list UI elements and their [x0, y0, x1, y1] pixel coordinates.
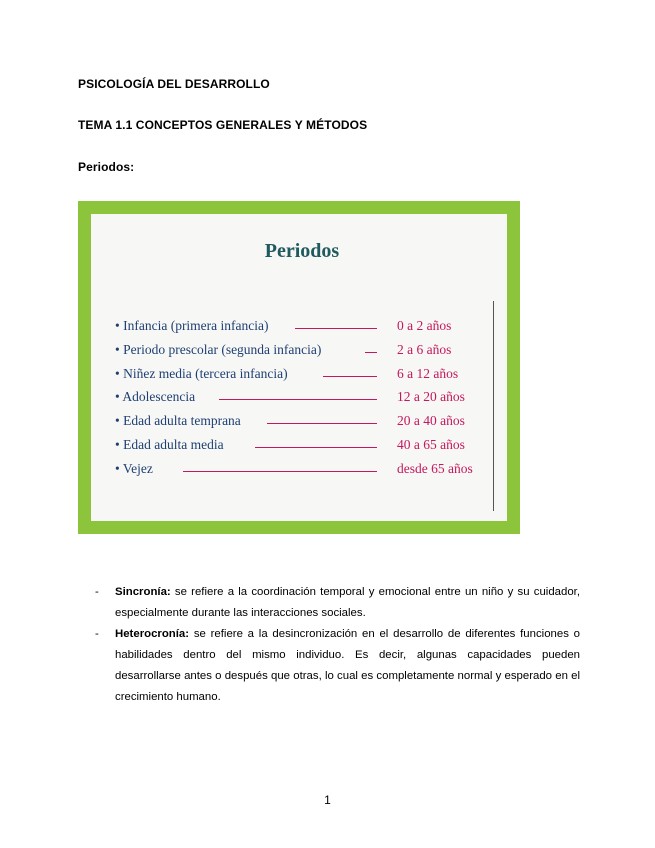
page-number: 1 [324, 793, 331, 807]
connector-line [255, 447, 377, 448]
period-range: 6 a 12 años [397, 366, 459, 381]
section-heading: Periodos: [78, 160, 135, 174]
connector-line [295, 328, 377, 329]
period-range: 12 a 20 años [397, 389, 465, 404]
list-item [95, 582, 580, 624]
bullet-dash: - [95, 628, 99, 640]
period-row [115, 342, 485, 362]
connector-line [267, 423, 377, 424]
term-sincronia: Sincronía: [115, 586, 171, 598]
period-label: • Vejez [115, 461, 153, 476]
period-range: desde 65 años [397, 461, 473, 476]
period-row [115, 318, 485, 338]
period-label: • Edad adulta temprana [115, 413, 241, 428]
document-subtitle: TEMA 1.1 CONCEPTOS GENERALES Y MÉTODOS [78, 118, 368, 132]
period-row [115, 413, 485, 433]
period-row [115, 437, 485, 457]
definition-text: se refiere a la coordinación temporal y emocional entre un niño y su cuidador, especialmente durante las interacciones sociales. [115, 586, 580, 619]
period-range: 2 a 6 años [397, 342, 452, 357]
slide-title: Periodos [264, 240, 340, 262]
document-title: PSICOLOGÍA DEL DESARROLLO [78, 77, 270, 91]
periods-figure [78, 201, 520, 534]
period-row [115, 389, 485, 409]
period-range: 20 a 40 años [397, 413, 465, 428]
period-label: • Edad adulta media [115, 437, 224, 452]
definitions-list [95, 582, 580, 708]
period-label: • Adolescencia [115, 389, 196, 404]
periods-slide [91, 214, 507, 521]
period-row [115, 461, 485, 481]
period-range: 0 a 2 años [397, 318, 452, 333]
period-label: • Infancia (primera infancia) [115, 318, 269, 333]
period-range: 40 a 65 años [397, 437, 465, 452]
connector-line [365, 352, 377, 353]
term-heterocronia: Heterocronía: [115, 628, 190, 640]
bullet-dash: - [95, 586, 99, 598]
connector-line [219, 399, 377, 400]
period-label: • Periodo prescolar (segunda infancia) [115, 342, 322, 357]
divider-line [493, 301, 494, 511]
period-row [115, 366, 485, 386]
definition-text: se refiere a la desincronización en el desarrollo de diferentes funciones o habilidades dentro del mismo individuo. Es decir, algunas capacidades pueden desarrollarse antes o después que otras, lo cual es completamente normal y esperado en el crecimiento humano. [115, 628, 580, 703]
connector-line [183, 471, 377, 472]
list-item [95, 624, 580, 708]
connector-line [323, 376, 377, 377]
period-label: • Niñez media (tercera infancia) [115, 366, 288, 381]
